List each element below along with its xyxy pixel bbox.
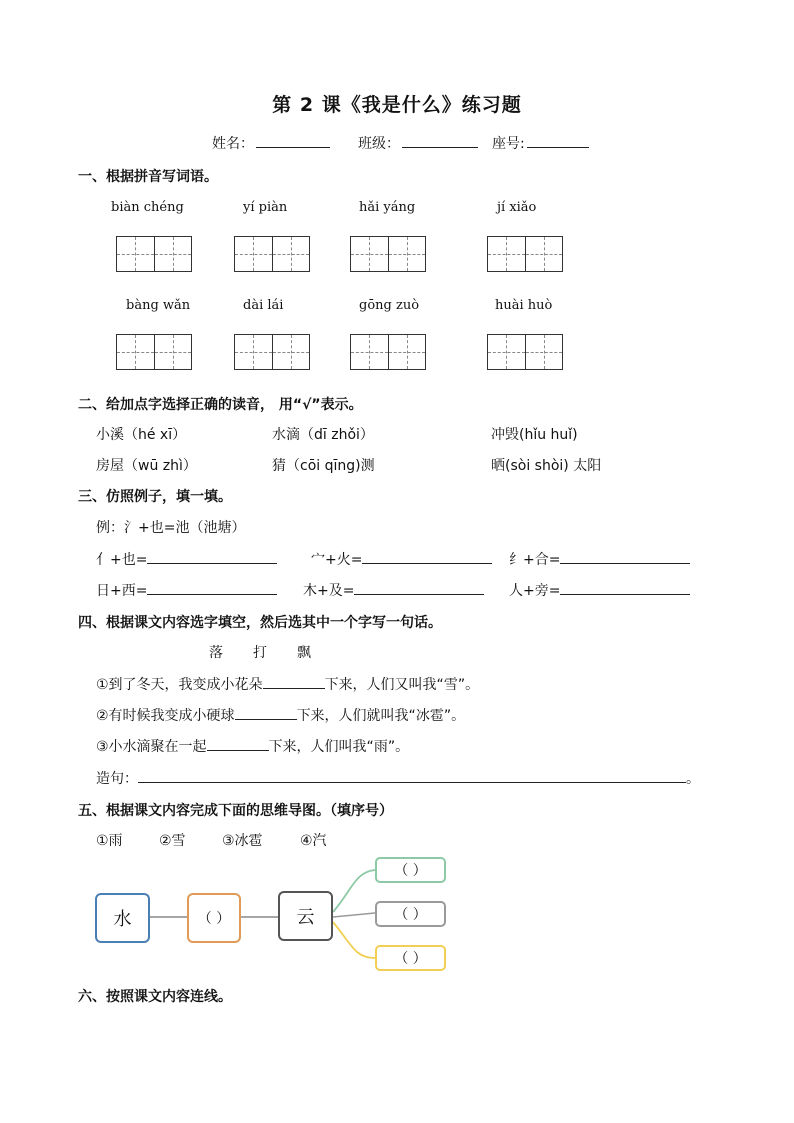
answer-blank[interactable] <box>147 549 277 564</box>
writing-grid[interactable] <box>350 334 426 370</box>
char-combo-label: 日+西= <box>96 583 148 599</box>
choice-char: 打 <box>253 645 267 661</box>
char-combo[interactable] <box>311 549 492 569</box>
sentence-part: ②有时候我变成小硬球 <box>96 708 235 724</box>
option-item: ②雪 <box>159 833 186 849</box>
char-combo-label: 木+及= <box>303 583 355 599</box>
name-field[interactable] <box>212 133 330 153</box>
reading-choice[interactable]: 晒(sòi shòi) 太阳 <box>491 458 602 474</box>
option-item: ③冰雹 <box>222 833 263 849</box>
example-text: 例：氵+也=池（池塘） <box>96 520 246 536</box>
page-title: 第 2 课《我是什么》练习题 <box>272 94 522 116</box>
sentence-part: ①到了冬天，我变成小花朵 <box>96 677 263 693</box>
char-combo[interactable] <box>96 549 277 569</box>
section1-heading: 一、根据拼音写词语。 <box>78 169 218 185</box>
name-blank[interactable] <box>256 133 330 148</box>
section4-heading: 四、根据课文内容选字填空，然后选其中一个字写一句话。 <box>78 615 442 631</box>
section2-heading: 二、给加点字选择正确的读音， 用“√”表示。 <box>78 397 363 413</box>
mindmap-blank-node[interactable]: （ ） <box>187 893 241 943</box>
pinyin-7: gōng zuò <box>359 298 420 313</box>
answer-blank[interactable] <box>263 674 325 689</box>
reading-choice[interactable]: 猜（cōi qīng)测 <box>272 458 375 474</box>
pinyin-3: hǎi yáng <box>359 200 416 215</box>
answer-blank[interactable] <box>207 736 269 751</box>
char-combo-label: 人+旁= <box>509 583 561 599</box>
char-combo-label: 纟+合= <box>509 552 561 568</box>
mindmap-water-node: 水 <box>95 893 150 943</box>
fill-sentence-2 <box>96 705 465 725</box>
pinyin-4: jí xiǎo <box>497 200 537 215</box>
char-combo[interactable] <box>96 580 277 600</box>
seat-label: 座号: <box>492 136 525 152</box>
sentence-blank[interactable] <box>138 768 686 783</box>
option-item: ④汽 <box>300 833 327 849</box>
answer-blank[interactable] <box>354 580 484 595</box>
reading-choice[interactable]: 小溪（hé xī） <box>96 427 187 443</box>
reading-choice[interactable]: 水滴（dī zhǒi） <box>272 427 374 443</box>
writing-grid[interactable] <box>234 334 310 370</box>
class-label: 班级： <box>358 136 400 152</box>
sentence-writing <box>96 768 700 788</box>
answer-blank[interactable] <box>362 549 492 564</box>
char-combo[interactable] <box>303 580 484 600</box>
mindmap-branch-node[interactable]: （ ） <box>375 901 446 927</box>
section6-heading: 六、按照课文内容连线。 <box>78 989 232 1005</box>
sentence-part: 下来，人们叫我“雨”。 <box>268 739 410 755</box>
writing-grid[interactable] <box>487 334 563 370</box>
option-item: ①雨 <box>96 833 123 849</box>
writing-grid[interactable] <box>350 236 426 272</box>
section5-heading: 五、根据课文内容完成下面的思维导图。（填序号） <box>78 803 393 819</box>
answer-blank[interactable] <box>235 705 297 720</box>
char-combo[interactable] <box>509 549 690 569</box>
pinyin-1: biàn chéng <box>111 200 184 215</box>
fill-sentence-1 <box>96 674 479 694</box>
pinyin-8: huài huò <box>495 298 553 313</box>
char-combo-label: 宀+火= <box>311 552 363 568</box>
choice-char: 落 <box>209 645 223 661</box>
connector-line <box>333 913 375 917</box>
sentence-label: 造句： <box>96 771 138 787</box>
section3-heading: 三、仿照例子，填一填。 <box>78 489 232 505</box>
writing-grid[interactable] <box>116 236 192 272</box>
reading-choice[interactable]: 冲毁(hǐu huǐ) <box>491 427 578 443</box>
fill-sentence-3 <box>96 736 409 756</box>
pinyin-2: yí piàn <box>243 200 288 215</box>
writing-grid[interactable] <box>116 334 192 370</box>
mindmap-branch-node[interactable]: （ ） <box>375 857 446 883</box>
connector-branch-top <box>333 870 375 912</box>
sentence-part: ③小水滴聚在一起 <box>96 739 207 755</box>
pinyin-5: bàng wǎn <box>126 298 191 313</box>
connector-branch-bottom <box>333 922 375 958</box>
char-combo-label: 亻+也= <box>96 552 148 568</box>
name-label: 姓名： <box>212 136 254 152</box>
seat-blank[interactable] <box>527 133 589 148</box>
choice-char: 飘 <box>297 645 311 661</box>
writing-grid[interactable] <box>234 236 310 272</box>
class-blank[interactable] <box>402 133 478 148</box>
char-combo[interactable] <box>509 580 690 600</box>
sentence-part: 下来，人们又叫我“雪”。 <box>324 677 480 693</box>
answer-blank[interactable] <box>560 580 690 595</box>
class-field[interactable] <box>358 133 478 153</box>
mindmap-cloud-node: 云 <box>278 891 333 941</box>
answer-blank[interactable] <box>147 580 277 595</box>
seat-field[interactable] <box>492 133 589 153</box>
end-mark: 。 <box>686 771 700 787</box>
writing-grid[interactable] <box>487 236 563 272</box>
reading-choice[interactable]: 房屋（wū zhì） <box>96 458 197 474</box>
mindmap-branch-node[interactable]: （ ） <box>375 945 446 971</box>
pinyin-6: dài lái <box>243 298 284 313</box>
sentence-part: 下来，人们就叫我“冰雹”。 <box>296 708 466 724</box>
answer-blank[interactable] <box>560 549 690 564</box>
